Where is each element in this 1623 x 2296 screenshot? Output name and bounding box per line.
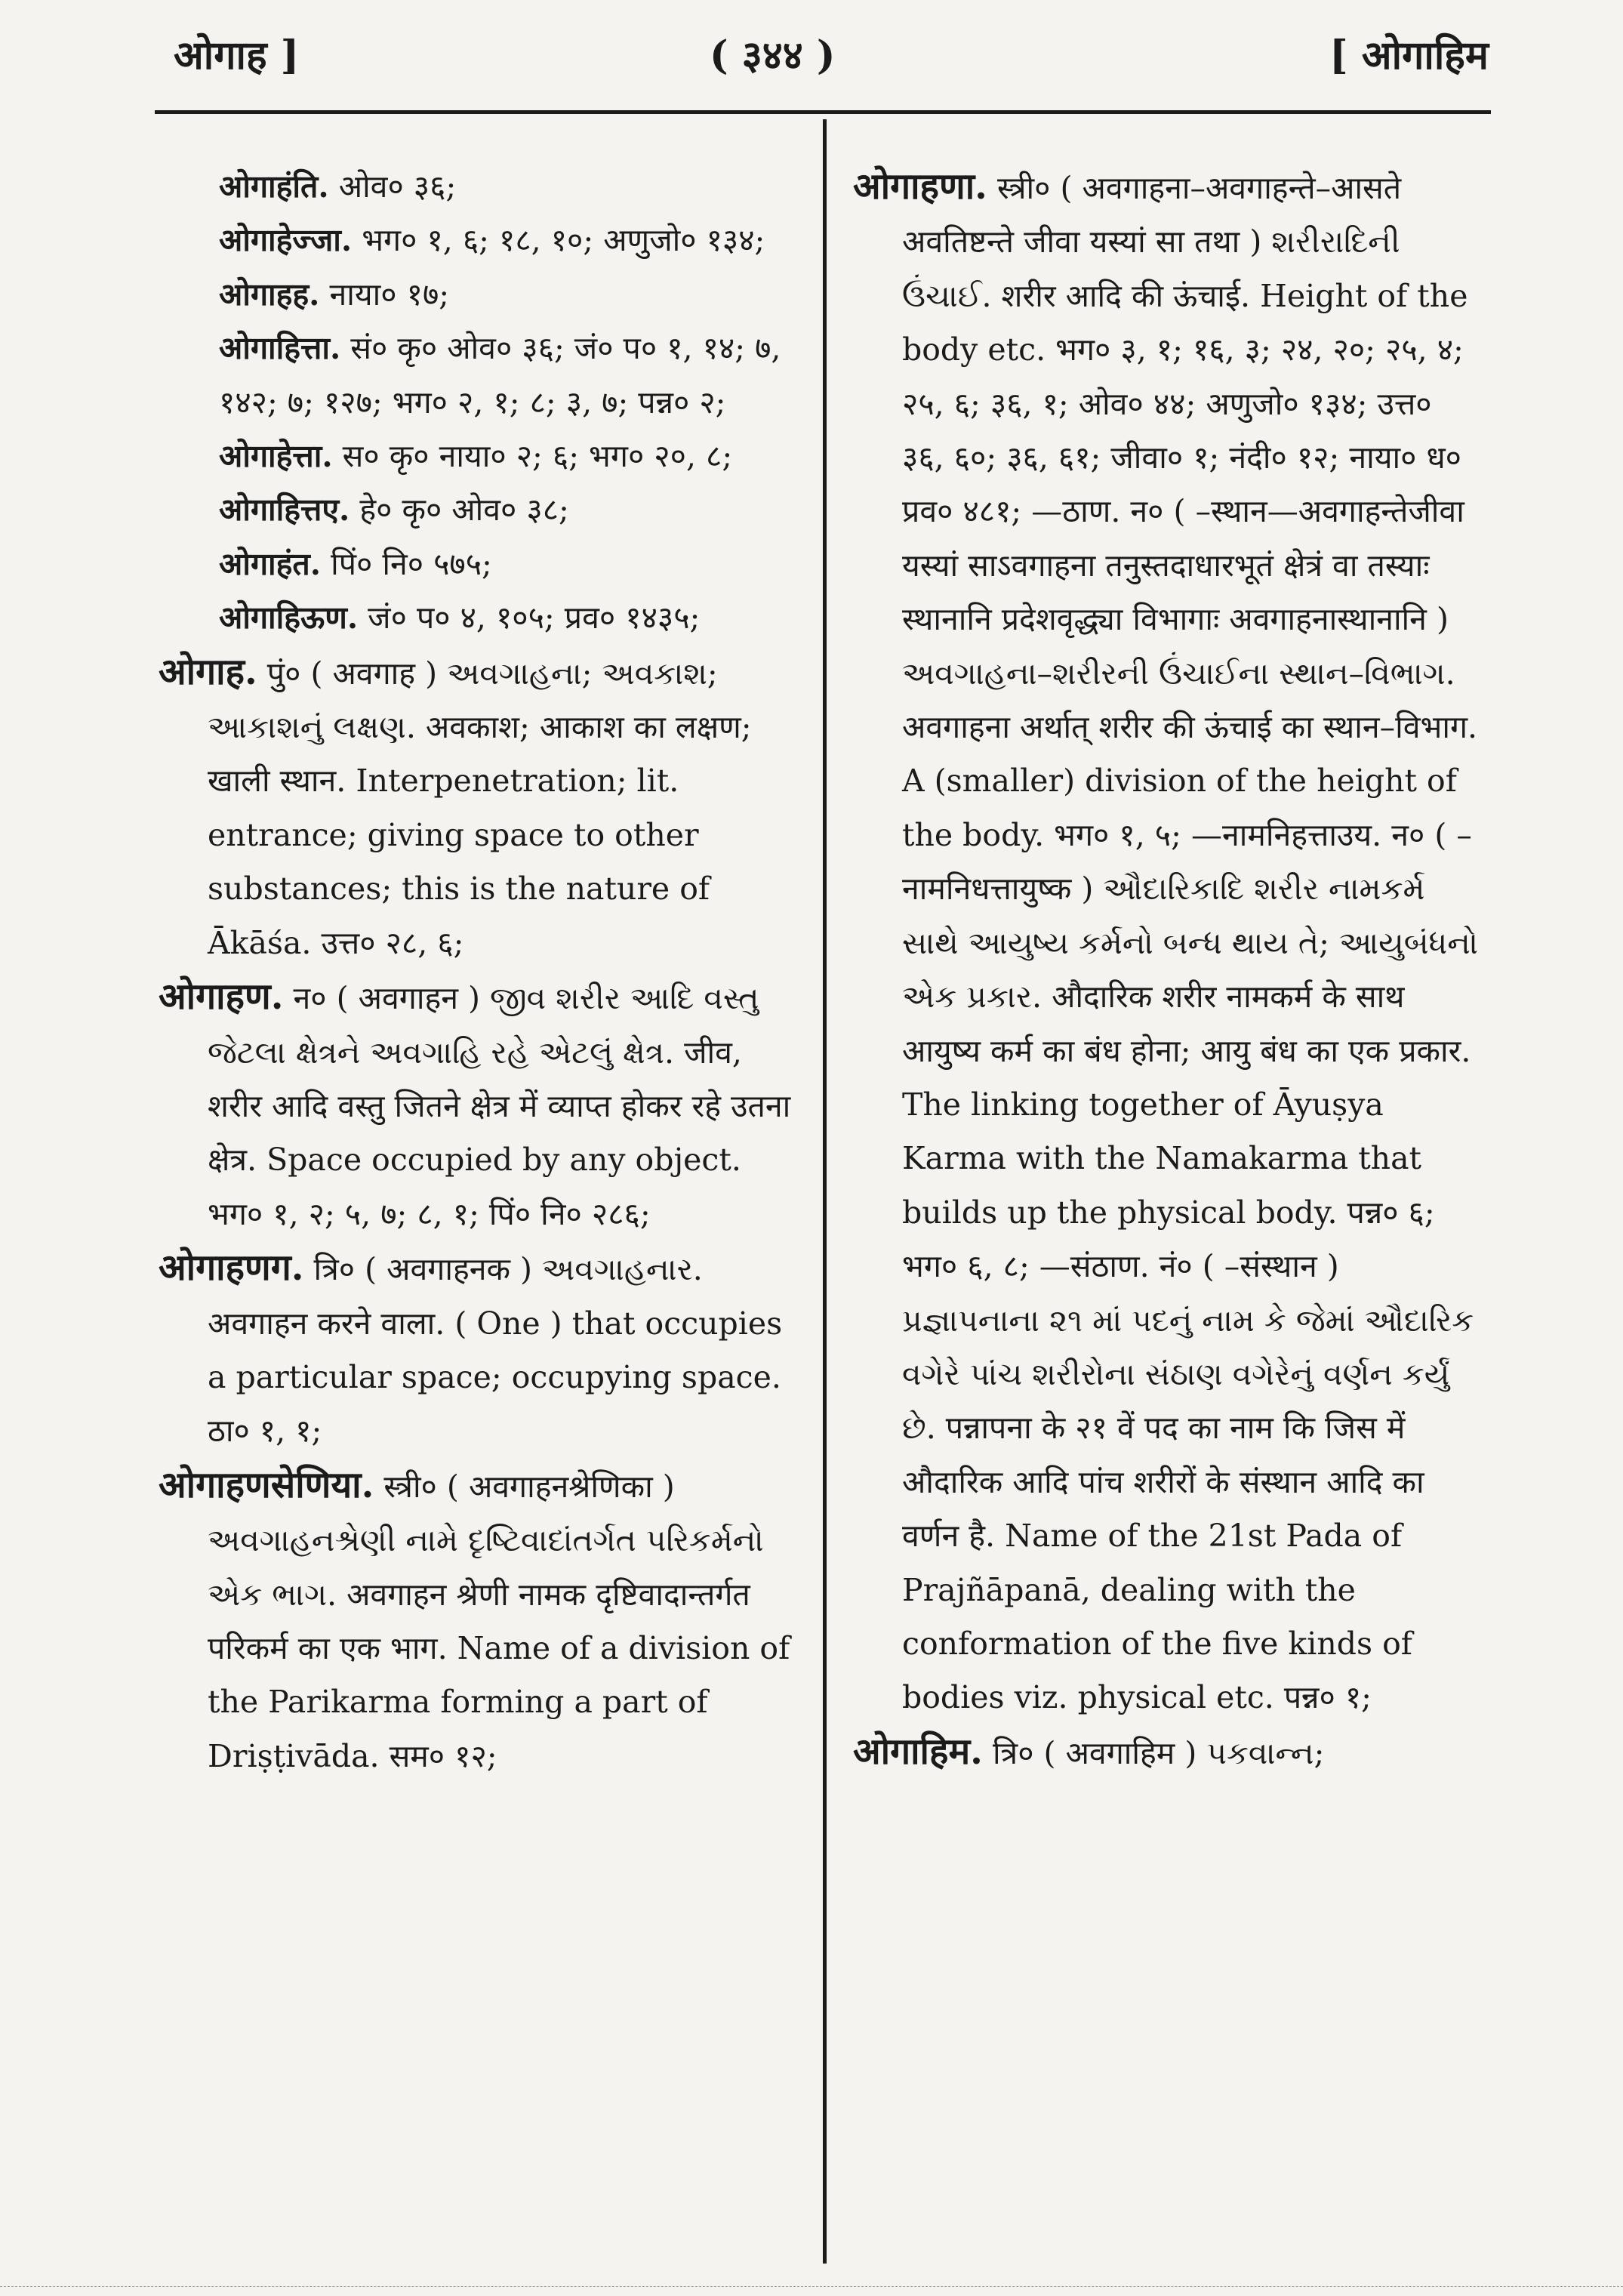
entry-definition: स्त्री० ( अवगाहना–अवगाहन्ते–आसते अवतिष्टन्ते जीवा यस्यां सा तथा ) શરીરાદિની ઉંચાઈ. शरीर आदि की ऊंचाई. Height of the body etc. भग० ३, १; १६, ३; २४, २०; २५, ४; २५, ६; ३६, १; ओव० ४४; अणुजो० १३४; उत्त० ३६, ६०; ३६, ६१; जीवा० १; नंदी० १२; नाया० ध० प्रव० ४८१; —ठाण. न० ( –स्थान—अवगाहन्तेजीवा यस्यां साऽवगाहना तनुस्तदाधारभूतं क्षेत्रं वा तस्याः स्थानानि प्रदेशवृद्ध्या विभागाः अवगाहनास्थानानि ) અવગાહના–શરીરની ઉંચાઈના સ્થાન–વિભાગ. अवगाहना अर्थात् शरीर की ऊंचाई का स्थान–विभाग. A (smaller) division of the height of the body. भग० १, ५; —नामनिहत्ताउय. न० ( –नामनिधत्तायुष्क ) ઔદારિકાદિ શરીર નામકર્મ સાથે આયુષ્ય કર્મનો બન્ધ થાય તે; આયુબંધનો એક પ્રકાર. औदारिक शरीर नामकर्म के साथ आयुष्य कर्म का बंध होना; आयु बंध का एक प्रकार. The linking together of Āyuṣya Karma with the Namakarma that builds up the physical body. पन्न० ६; भग० ६, ८; —संठाण. नं० ( –संस्थान ) પ્રજ્ઞાપનાના ૨૧ માં પદનું નામ કે જેમાં ઔદારિક વગેરે પાંચ શરીરોના સંઠાણ વગેરેનું વર્ણન કર્યું છે. पन्नापना के २१ वें पद का नाम कि जिस में औदारिक आदि पांच शरीरों के संस्थान आदि का वर्णन है. Name of the 21st Pada of Prajñāpanā, dealing with the conformation of the five kinds of bodies viz. physical etc. पन्न० १; xyxy=(902,170,1479,1716)
dictionary-entry xyxy=(159,970,793,1241)
entry-definition: ओव० ३६; xyxy=(328,168,457,205)
entry-headword: ओगाहित्ता. xyxy=(219,330,341,367)
left-column xyxy=(159,160,793,1783)
header-rule xyxy=(155,110,1491,114)
dictionary-entry xyxy=(159,1241,793,1459)
dictionary-entry xyxy=(853,160,1478,1725)
entry-headword: ओगाहणग. xyxy=(159,1247,304,1290)
entry-definition: हे० कृ० ओव० ३८; xyxy=(350,492,569,529)
entry-headword: ओगाहह. xyxy=(219,276,320,313)
entry-headword: ओगाहंति. xyxy=(219,168,329,205)
dictionary-entry xyxy=(159,322,793,430)
dictionary-entry xyxy=(159,268,793,322)
dictionary-entry xyxy=(159,160,793,214)
right-column xyxy=(853,160,1478,1780)
dictionary-entry xyxy=(159,483,793,537)
entry-headword: ओगाहणा. xyxy=(853,165,987,208)
entry-definition: न० ( अवगाहन ) જીવ શરીર આદિ વસ્તુ જેટલા ક્ષેત્રને અવગાહિ રહે એટલું ક્ષેત્ર. जीव, शरीर आदि वस्तु जितने क्षेत्र में व्याप्त होकर रहे उतना क्षेत्र. Space occupied by any object. भग० १, २; ५, ७; ८, १; पिं० नि० २८६; xyxy=(208,980,791,1232)
entry-headword: ओगाहंत. xyxy=(219,545,322,582)
entry-headword: ओगाह. xyxy=(159,650,257,693)
dictionary-entry xyxy=(159,591,793,645)
dictionary-entry xyxy=(159,430,793,483)
entry-headword: ओगाहणसेणिया. xyxy=(159,1463,374,1506)
entry-definition: सं० कृ० ओव० ३६; जं० प० १, १४; ७, १४२; ७; १२७; भग० २, १; ८; ३, ७; पन्न० २; xyxy=(219,330,781,421)
dictionary-entry xyxy=(159,538,793,591)
dictionary-entry xyxy=(853,1725,1478,1780)
entry-definition: स० कृ० नाया० २; ६; भग० २०, ८; xyxy=(332,438,733,475)
entry-definition: त्रि० ( अवगाहनक ) અવગાહનાર. अवगाहन करने वाला. ( One ) that occupies a particular space; occupying space. ठा० १, १; xyxy=(208,1251,783,1450)
dictionary-entry xyxy=(159,214,793,267)
entry-definition: स्त्री० ( अवगाहनश्रेणिका ) અવગાહનશ્રેણી નામે દૃષ્ટિવાદાંતર્ગત પરિકર્મનો એક ભાગ. अवगाहन श्रेणी नामक दृष्टिवादान्तर्गत परिकर्म का एक भाग. Name of a division of the Parikarma forming a part of Driṣṭivāda. सम० १२; xyxy=(208,1468,790,1774)
column-divider xyxy=(823,119,827,2264)
running-head-left: ओगाह ] xyxy=(174,32,300,79)
entry-headword: ओगाहिऊण. xyxy=(219,599,359,636)
entry-headword: ओगाहण. xyxy=(159,975,284,1019)
dictionary-entry xyxy=(159,646,793,970)
entry-definition: नाया० १७; xyxy=(319,276,450,313)
entry-definition: त्रि० ( अवगाहिम ) પકવાન્ન; xyxy=(982,1734,1325,1771)
entry-headword: ओगाहिम. xyxy=(853,1730,983,1773)
running-head-right: [ ओगाहिम xyxy=(1329,32,1489,79)
entry-definition: भग० १, ६; १८, १०; अणुजो० १३४; xyxy=(352,222,765,259)
entry-headword: ओगाहेज्जा. xyxy=(219,222,353,259)
entry-definition: जं० प० ४, १०५; प्रव० १४३५; xyxy=(358,599,701,636)
dictionary-entry xyxy=(159,1459,793,1783)
entry-definition: पुं० ( अवगाह ) અવગાહના; અવકાશ; આકાશનું લક્ષણ. अवकाश; आकाश का लक्षण; खाली स्थान. Interpenetration; lit. entrance; giving space to other substances; this is the nature of Ākāśa. उत्त० २८, ६; xyxy=(208,655,752,961)
entry-headword: ओगाहित्तए. xyxy=(219,492,350,529)
page-number: ( ३४४ ) xyxy=(710,32,836,79)
entry-definition: पिं० नि० ५७५; xyxy=(321,545,492,582)
bottom-edge xyxy=(0,2286,1623,2287)
entry-headword: ओगाहेत्ता. xyxy=(219,438,333,475)
